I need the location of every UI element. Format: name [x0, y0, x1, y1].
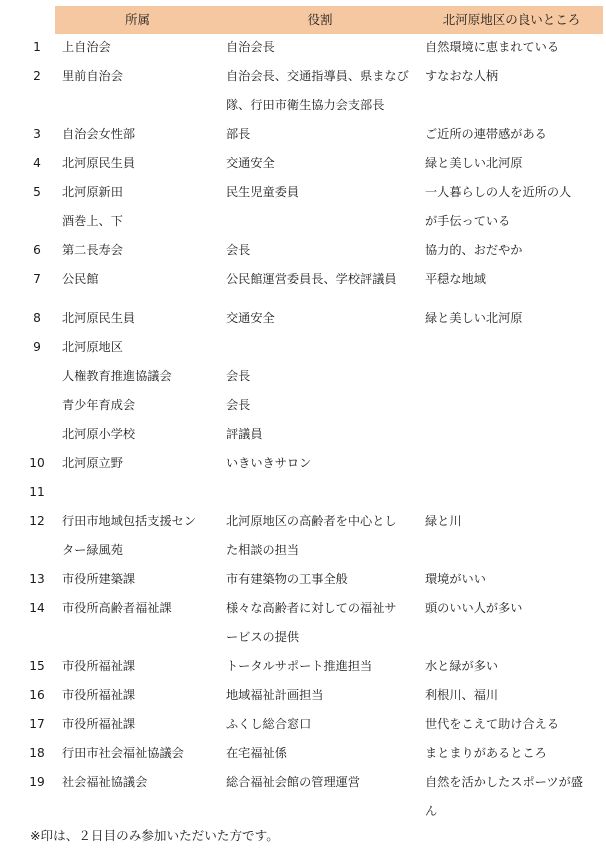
- row-role: [226, 236, 416, 265]
- row-good-point-line: 緑と美しい北河原: [425, 156, 523, 170]
- row-good-point-line: 頭のいい人が多い: [425, 601, 523, 615]
- row-number: 5: [33, 185, 41, 199]
- row-good-point-line: ん: [425, 804, 438, 818]
- row-good-point: [425, 652, 603, 681]
- row-affiliation-line: 市役所建築課: [62, 572, 136, 586]
- header-affiliation: 所属: [124, 12, 150, 27]
- row-number: 18: [29, 746, 45, 760]
- row-affiliation: [62, 449, 222, 478]
- row-number: 16: [29, 688, 45, 702]
- row-role: [226, 265, 416, 294]
- row-role-line: 在宅福祉係: [226, 746, 287, 760]
- header-role: 役割: [307, 12, 333, 27]
- row-affiliation-line: 北河原民生員: [62, 156, 136, 170]
- row-good-point: [425, 507, 603, 536]
- row-affiliation-line: 第二長寿会: [62, 243, 123, 257]
- row-affiliation-line: ター緑風苑: [62, 543, 123, 557]
- row-affiliation: [62, 236, 222, 265]
- row-good-point: [425, 594, 603, 623]
- row-role-line: ふくし総合窓口: [226, 717, 312, 731]
- row-good-point: [425, 178, 603, 236]
- row-affiliation: [62, 652, 222, 681]
- row-good-point: [425, 120, 603, 149]
- row-role: [226, 768, 416, 797]
- row-role: [226, 149, 416, 178]
- row-role: [226, 594, 416, 652]
- row-affiliation-line: [62, 478, 222, 507]
- row-good-point-line: すなおな人柄: [425, 69, 499, 83]
- row-good-point-line: まとまりがあるところ: [425, 746, 547, 760]
- row-affiliation-line: 市役所高齢者福祉課: [62, 601, 172, 615]
- row-number: 13: [29, 572, 45, 586]
- row-good-point-line: 平穏な地域: [425, 272, 486, 286]
- row-affiliation: [62, 739, 222, 768]
- row-number: 10: [29, 456, 45, 470]
- row-affiliation-line: 里前自治会: [62, 69, 123, 83]
- row-number: 3: [33, 127, 41, 141]
- row-good-point-line: 環境がいい: [425, 572, 486, 586]
- row-affiliation-line: 上自治会: [62, 40, 111, 54]
- row-good-point: [425, 236, 603, 265]
- row-number: 11: [29, 485, 45, 499]
- row-affiliation-line: 市役所福祉課: [62, 717, 136, 731]
- row-role-line: 交通安全: [226, 311, 275, 325]
- row-role-line: 会長: [226, 398, 251, 412]
- row-role-line: 会長: [226, 369, 251, 383]
- row-number: 19: [29, 775, 45, 789]
- row-role-line: 隊、行田市衛生協力会支部長: [226, 98, 385, 112]
- row-role: [226, 739, 416, 768]
- row-affiliation: [62, 62, 222, 91]
- row-good-point: [425, 333, 603, 362]
- row-number: 6: [33, 243, 41, 257]
- row-good-point: [425, 681, 603, 710]
- row-good-point-line: 利根川、福川: [425, 688, 499, 702]
- row-good-point-line: が手伝っている: [425, 214, 511, 228]
- row-role: [226, 710, 416, 739]
- row-affiliation: [62, 681, 222, 710]
- row-number: 7: [33, 272, 41, 286]
- row-affiliation-line: 北河原地区: [62, 340, 123, 354]
- row-number: 17: [29, 717, 45, 731]
- row-role: [226, 478, 416, 507]
- row-role: [226, 178, 416, 207]
- row-good-point: [425, 449, 603, 478]
- row-good-point-line: 一人暮らしの人を近所の人: [425, 185, 572, 199]
- row-role-line: 評議員: [226, 427, 263, 441]
- row-affiliation-line: 市役所福祉課: [62, 659, 136, 673]
- row-affiliation: [62, 178, 222, 236]
- row-affiliation-line: 人権教育推進協議会: [62, 369, 172, 383]
- row-good-point: [425, 478, 603, 507]
- row-good-point-line: 自然を活かしたスポーツが盛: [425, 775, 583, 789]
- row-affiliation: [62, 478, 222, 507]
- row-affiliation-line: 酒巻上、下: [62, 214, 123, 228]
- row-role: [226, 652, 416, 681]
- row-good-point-line: 協力的、おだやか: [425, 243, 523, 257]
- row-role-line: 自治会長、交通指導員、県まなび: [226, 69, 409, 83]
- row-affiliation: [62, 33, 222, 62]
- row-good-point: [425, 739, 603, 768]
- row-affiliation-line: 市役所福祉課: [62, 688, 136, 702]
- table-header: [55, 6, 603, 34]
- row-affiliation: [62, 304, 222, 333]
- row-role-line: た相談の担当: [226, 543, 300, 557]
- row-role-line: 総合福祉会館の管理運営: [226, 775, 361, 789]
- footnote: ※印は、２日目のみ参加いただいた方です。: [30, 828, 279, 843]
- row-affiliation-line: 北河原民生員: [62, 311, 136, 325]
- row-good-point: [425, 265, 603, 294]
- row-good-point-line: [425, 333, 603, 362]
- row-affiliation: [62, 333, 222, 449]
- row-role: [226, 507, 416, 565]
- row-good-point-line: 自然環境に恵まれている: [425, 40, 560, 54]
- row-good-point: [425, 304, 603, 333]
- row-number: 1: [33, 40, 41, 54]
- row-role: [226, 120, 416, 149]
- row-role-line: [226, 478, 416, 507]
- row-role-line: 公民館運営委員長、学校評議員: [226, 272, 397, 286]
- row-affiliation: [62, 120, 222, 149]
- row-affiliation: [62, 149, 222, 178]
- row-number: 9: [33, 340, 41, 354]
- row-role-line: 交通安全: [226, 156, 275, 170]
- row-role: [226, 565, 416, 594]
- row-affiliation: [62, 507, 222, 565]
- row-good-point-line: 緑と川: [425, 514, 462, 528]
- row-number: 12: [29, 514, 45, 528]
- row-number: 8: [33, 311, 41, 325]
- row-role-line: [226, 333, 416, 362]
- row-affiliation-line: 青少年育成会: [62, 398, 136, 412]
- row-role-line: ービスの提供: [226, 630, 300, 644]
- row-role-line: 市有建築物の工事全般: [226, 572, 348, 586]
- row-role-line: いきいきサロン: [226, 456, 312, 470]
- row-good-point: [425, 62, 603, 91]
- row-affiliation-line: 公民館: [62, 272, 99, 286]
- row-number: 2: [33, 69, 41, 83]
- row-good-point: [425, 768, 603, 826]
- row-role: [226, 333, 416, 449]
- row-role-line: 北河原地区の高齢者を中心とし: [226, 514, 397, 528]
- row-role: [226, 62, 416, 120]
- row-good-point-line: 緑と美しい北河原: [425, 311, 523, 325]
- row-role-line: トータルサポート推進担当: [226, 659, 373, 673]
- row-role-line: 自治会長: [226, 40, 275, 54]
- row-role: [226, 449, 416, 478]
- row-role: [226, 681, 416, 710]
- row-good-point-line: 世代をこえて助け合える: [425, 717, 560, 731]
- row-number: 15: [29, 659, 45, 673]
- row-affiliation: [62, 594, 222, 623]
- row-affiliation-line: 北河原新田: [62, 185, 123, 199]
- row-affiliation: [62, 768, 222, 797]
- row-affiliation: [62, 710, 222, 739]
- row-role-line: 民生児童委員: [226, 185, 300, 199]
- row-affiliation-line: 北河原立野: [62, 456, 123, 470]
- row-role-line: 地域福祉計画担当: [226, 688, 324, 702]
- row-affiliation: [62, 565, 222, 594]
- row-number: 4: [33, 156, 41, 170]
- row-good-point-line: [425, 449, 603, 478]
- row-good-point-line: 水と緑が多い: [425, 659, 499, 673]
- row-role-line: 部長: [226, 127, 251, 141]
- row-affiliation-line: 行田市社会福祉協議会: [62, 746, 184, 760]
- row-role: [226, 304, 416, 333]
- row-good-point-line: [425, 478, 603, 507]
- row-good-point: [425, 33, 603, 62]
- row-role-line: 様々な高齢者に対しての福祉サ: [226, 601, 397, 615]
- row-role: [226, 33, 416, 62]
- row-good-point-line: ご近所の連帯感がある: [425, 127, 547, 141]
- row-affiliation-line: 北河原小学校: [62, 427, 136, 441]
- row-good-point: [425, 710, 603, 739]
- row-good-point: [425, 149, 603, 178]
- row-good-point: [425, 565, 603, 594]
- row-affiliation-line: 行田市地域包括支援セン: [62, 514, 197, 528]
- row-number: 14: [29, 601, 45, 615]
- header-good-points: 北河原地区の良いところ: [442, 12, 581, 27]
- row-affiliation: [62, 265, 222, 294]
- row-affiliation-line: 社会福祉協議会: [62, 775, 148, 789]
- row-affiliation-line: 自治会女性部: [62, 127, 136, 141]
- row-role-line: 会長: [226, 243, 251, 257]
